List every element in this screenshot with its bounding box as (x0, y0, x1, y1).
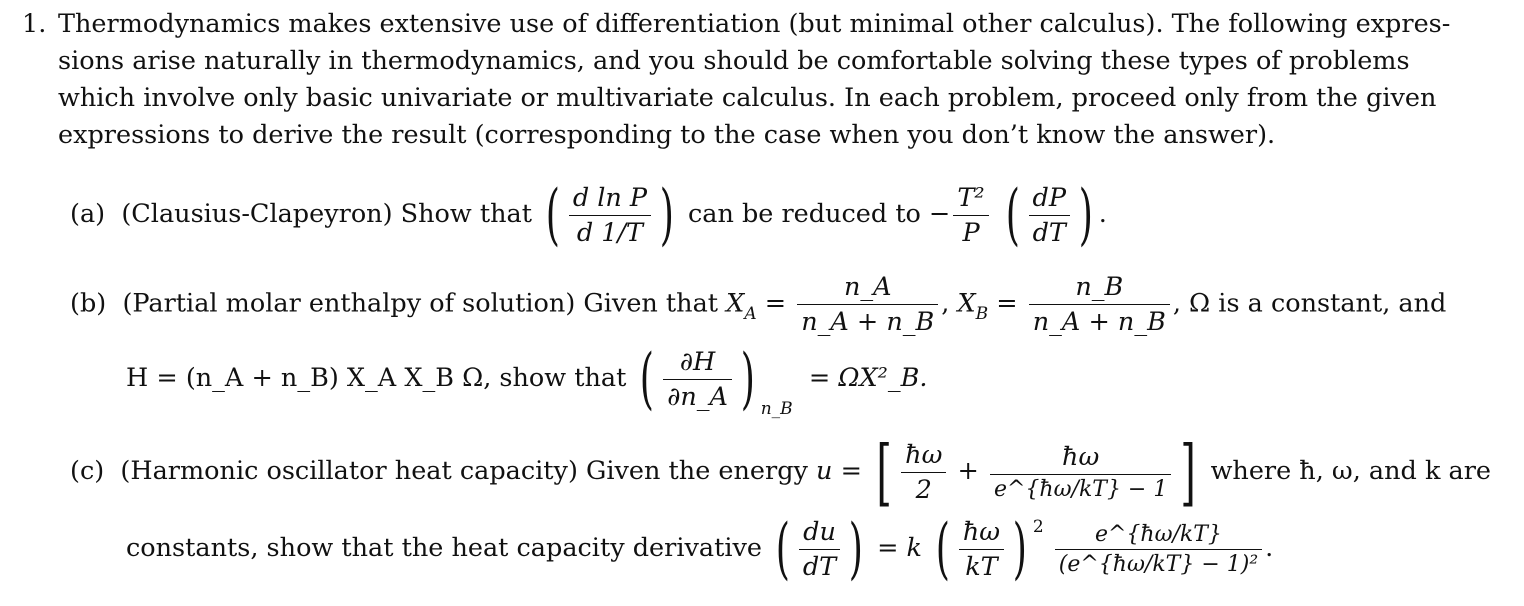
intro-line-4: expressions to derive the result (corresponding to the case when you don’t know the answer). (58, 120, 1276, 150)
part-b-deriv-denominator: ∂n_A (663, 379, 732, 412)
part-a-title: (Clausius-Clapeyron) Show that (121, 199, 532, 229)
part-c-label: (c) (70, 456, 105, 486)
part-c-plus: + (957, 456, 979, 486)
part-b-line-1 (70, 272, 1446, 337)
part-b-xb-sub: B (975, 303, 989, 324)
part-c-f1-numerator: ħω (962, 516, 1001, 547)
part-a-end: . (1098, 199, 1107, 229)
part-c-f2-numerator: e^{ħω/kT} (1094, 521, 1222, 547)
part-c-du-numerator: du (803, 516, 836, 547)
part-b-xa-denominator: n_A + n_B (797, 304, 938, 337)
left-paren-icon: ( (545, 176, 561, 253)
part-a-minus: − (929, 199, 951, 229)
part-c-f1-fraction (959, 517, 1004, 582)
part-c-term2-numerator: ħω (1062, 442, 1100, 472)
part-b-h-expr: H = (n_A + n_B) X_A X_B Ω, show that (126, 363, 627, 393)
part-c-end: . (1265, 533, 1274, 563)
part-c-term1-denominator: 2 (901, 472, 946, 505)
right-paren-icon: ) (1078, 176, 1093, 253)
part-b-xa-fraction (797, 272, 938, 337)
part-c-f2-denominator: (e^{ħω/kT} − 1)² (1055, 549, 1262, 577)
part-a-lhs-numerator: d ln P (572, 182, 648, 213)
left-paren-icon: ( (640, 340, 655, 417)
intro-line-3: which involve only basic univariate or multivariate calculus. In each problem, proceed only from the given (58, 83, 1437, 113)
left-bracket-icon: [ (876, 430, 892, 514)
part-a-rhs2-denominator: dT (1029, 215, 1070, 248)
part-c-du-denominator: dT (799, 549, 840, 582)
part-c-title: (Harmonic oscillator heat capacity) Given the energy (120, 456, 808, 486)
intro-line-1: Thermodynamics makes extensive use of differentiation (but minimal other calculus). The following expres- (58, 9, 1451, 39)
part-b-eq-1: = (764, 288, 787, 319)
right-paren-icon: ) (848, 510, 864, 587)
part-b-title: (Partial molar enthalpy of solution) Given that (122, 288, 719, 319)
part-c-eq-k: = k (877, 533, 922, 563)
part-c-f1-denominator: kT (959, 549, 1004, 582)
part-a-lhs-denominator: d 1/T (569, 215, 651, 248)
part-c-line-1 (70, 430, 1492, 514)
part-c-where-text: where ħ, ω, and k are (1210, 456, 1492, 486)
part-a-rhs-fraction (953, 183, 988, 248)
part-c-term1-fraction (901, 440, 946, 505)
right-paren-icon: ) (740, 340, 755, 417)
part-b-omega-text: Ω is a constant, and (1189, 288, 1447, 319)
part-a-rhs2-fraction (1029, 183, 1070, 248)
left-paren-icon: ( (935, 510, 951, 587)
part-b-deriv-numerator: ∂H (679, 346, 716, 377)
part-b-label: (b) (70, 288, 107, 319)
part-a-rhs2-numerator: dP (1032, 182, 1066, 213)
left-paren-icon: ( (1005, 176, 1020, 253)
right-bracket-icon: ] (1180, 430, 1197, 514)
part-a-label: (a) (70, 199, 106, 229)
part-c-u-eq: u = (816, 456, 862, 486)
part-a-lhs-fraction (569, 183, 651, 248)
part-c-line2-text: constants, show that the heat capacity derivative (126, 533, 762, 563)
right-paren-icon: ) (1012, 510, 1028, 587)
part-a (70, 176, 1107, 253)
part-b-xa-numerator: n_A (843, 272, 892, 302)
part-c-du-fraction (799, 517, 840, 582)
part-b-comma-2: , (1172, 288, 1181, 319)
left-paren-icon: ( (775, 510, 791, 587)
part-c-f2-fraction (1055, 522, 1262, 577)
right-paren-icon: ) (659, 176, 675, 253)
part-b-xa: X (726, 288, 745, 319)
part-a-rhs-denominator: P (953, 215, 988, 248)
part-a-rhs-numerator: T² (957, 182, 985, 213)
problem-number: 1. (22, 9, 47, 39)
part-b-xb-fraction (1029, 272, 1170, 337)
part-c-term2-denominator: e^{ħω/kT} − 1 (990, 474, 1171, 502)
part-b-result: = ΩX²_B. (808, 363, 928, 393)
part-b-deriv-subscript: n_B (760, 399, 793, 419)
part-b-xb-numerator: n_B (1075, 272, 1124, 302)
part-a-middle: can be reduced to (687, 199, 921, 229)
part-b-xa-sub: A (744, 303, 757, 324)
part-b-xb-denominator: n_A + n_B (1029, 304, 1170, 337)
part-b-xb: X (957, 288, 976, 319)
part-c-term2-fraction (990, 442, 1171, 502)
part-b-deriv-fraction (663, 347, 732, 412)
part-b-eq-2: = (996, 288, 1018, 319)
part-c-power: 2 (1032, 517, 1044, 537)
part-b-line-2 (126, 340, 928, 419)
intro-line-2: sions arise naturally in thermodynamics, and you should be comfortable solving these types of problems (58, 46, 1410, 76)
part-b-comma-1: , (941, 288, 950, 319)
part-c-term1-numerator: ħω (905, 439, 943, 470)
part-c-line-2 (126, 510, 1274, 587)
